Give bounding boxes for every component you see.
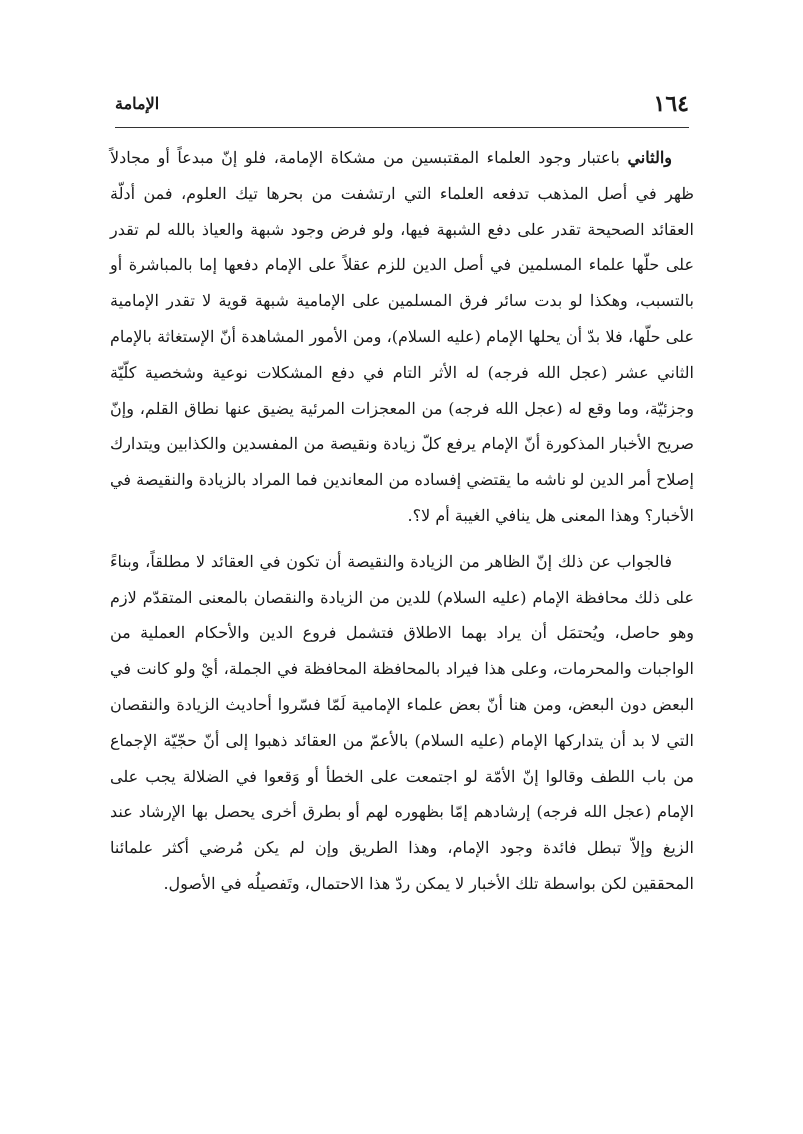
page-header bbox=[115, 88, 689, 124]
page-number: ١٦٤ bbox=[653, 91, 689, 117]
header-divider bbox=[115, 127, 689, 128]
paragraph-1 bbox=[110, 140, 694, 534]
paragraph-1-lead-word: والثاني bbox=[627, 148, 672, 167]
main-text bbox=[110, 140, 694, 902]
paragraph-2: فالجواب عن ذلك إنّ الظاهر من الزيادة والنقيصة أن تكون في العقائد لا مطلقاً، وبناءً على ذلك محافظة الإمام (عليه السلام) للدين من الزيادة والنقصان بالمعنى المتقدّم لازم وهو حاصل، ويُحتمَل أن يراد بهما الاطلاق فتشمل فروع الدين والأحكام العملية من الواجبات والمحرمات، وعلى هذا فيراد بالمحافظة المحافظة في الجملة، أيْ ولو كانت في البعض دون البعض، ومن هنا أنّ بعض علماء الإمامية لَمّا فسّروا أحاديث الزيادة والنقصان التي لا بد أن يتداركها الإمام (عليه السلام) بالأعمّ من العقائد ذهبوا إلى أنّ حجّيّة الإجماع من باب اللطف وقالوا إنّ الأمّة لو اجتمعت على الخطأ أو وَقعوا في الضلالة يجب على الإمام (عجل الله فرجه) إرشادهم إمّا بظهوره لهم أو بطرق أخرى يحصل بها الإرشاد عند الزيغ وإلاّ تبطل فائدة وجود الإمام، وهذا الطريق وإن لم يكن مُرضي أكثر علمائنا المحققين لكن بواسطة تلك الأخبار لا يمكن ردّ هذا الاحتمال، وتَفصيلُه في الأصول. bbox=[110, 551, 695, 893]
paragraph-1-text: باعتبار وجود العلماء المقتبسين من مشكاة الإمامة، فلو إنّ مبدعاً أو مجادلاً ظهر في أصل المذهب تدفعه العلماء التي ارتشفت من بحرها تيك العلوم، فمن أدلّة العقائد الصحيحة تقدر على دفع الشبهة فيها، ولو فرض وجود شبهة والعياذ بالله لم تقدر على حلّها علماء المسلمين في أصل الدين للزم عقلاً على الإمام دفعها إما بالمباشرة أو بالتسبب، وهكذا لو بدت سائر فرق المسلمين على الإمامية شبهة قوية لا تقدر الإمامية على حلّها، فلا بدّ أن يحلها الإمام (عليه السلام)، ومن الأمور المشاهدة أنّ الإستغاثة بالإمام الثاني عشر (عجل الله فرجه) له الأثر التام في دفع المشكلات نوعية وشخصية كلّيّة وجزئيّة، وما وقع له (عجل الله فرجه) من المعجزات المرئية يضيق عنها نطاق القلم، وإنّ صريح الأخبار المذكورة أنّ الإمام يرفع كلّ زيادة ونقيصة من المفسدين والكذابين ويتدارك إصلاح أمر الدين لو ناشه ما يقتضي إفساده من المعاندين فما المراد بالزيادة والنقيصة في الأخبار؟ وهذا المعنى هل ينافي الغيبة أم لا؟. bbox=[110, 148, 694, 525]
running-title: الإمامة bbox=[115, 94, 160, 113]
